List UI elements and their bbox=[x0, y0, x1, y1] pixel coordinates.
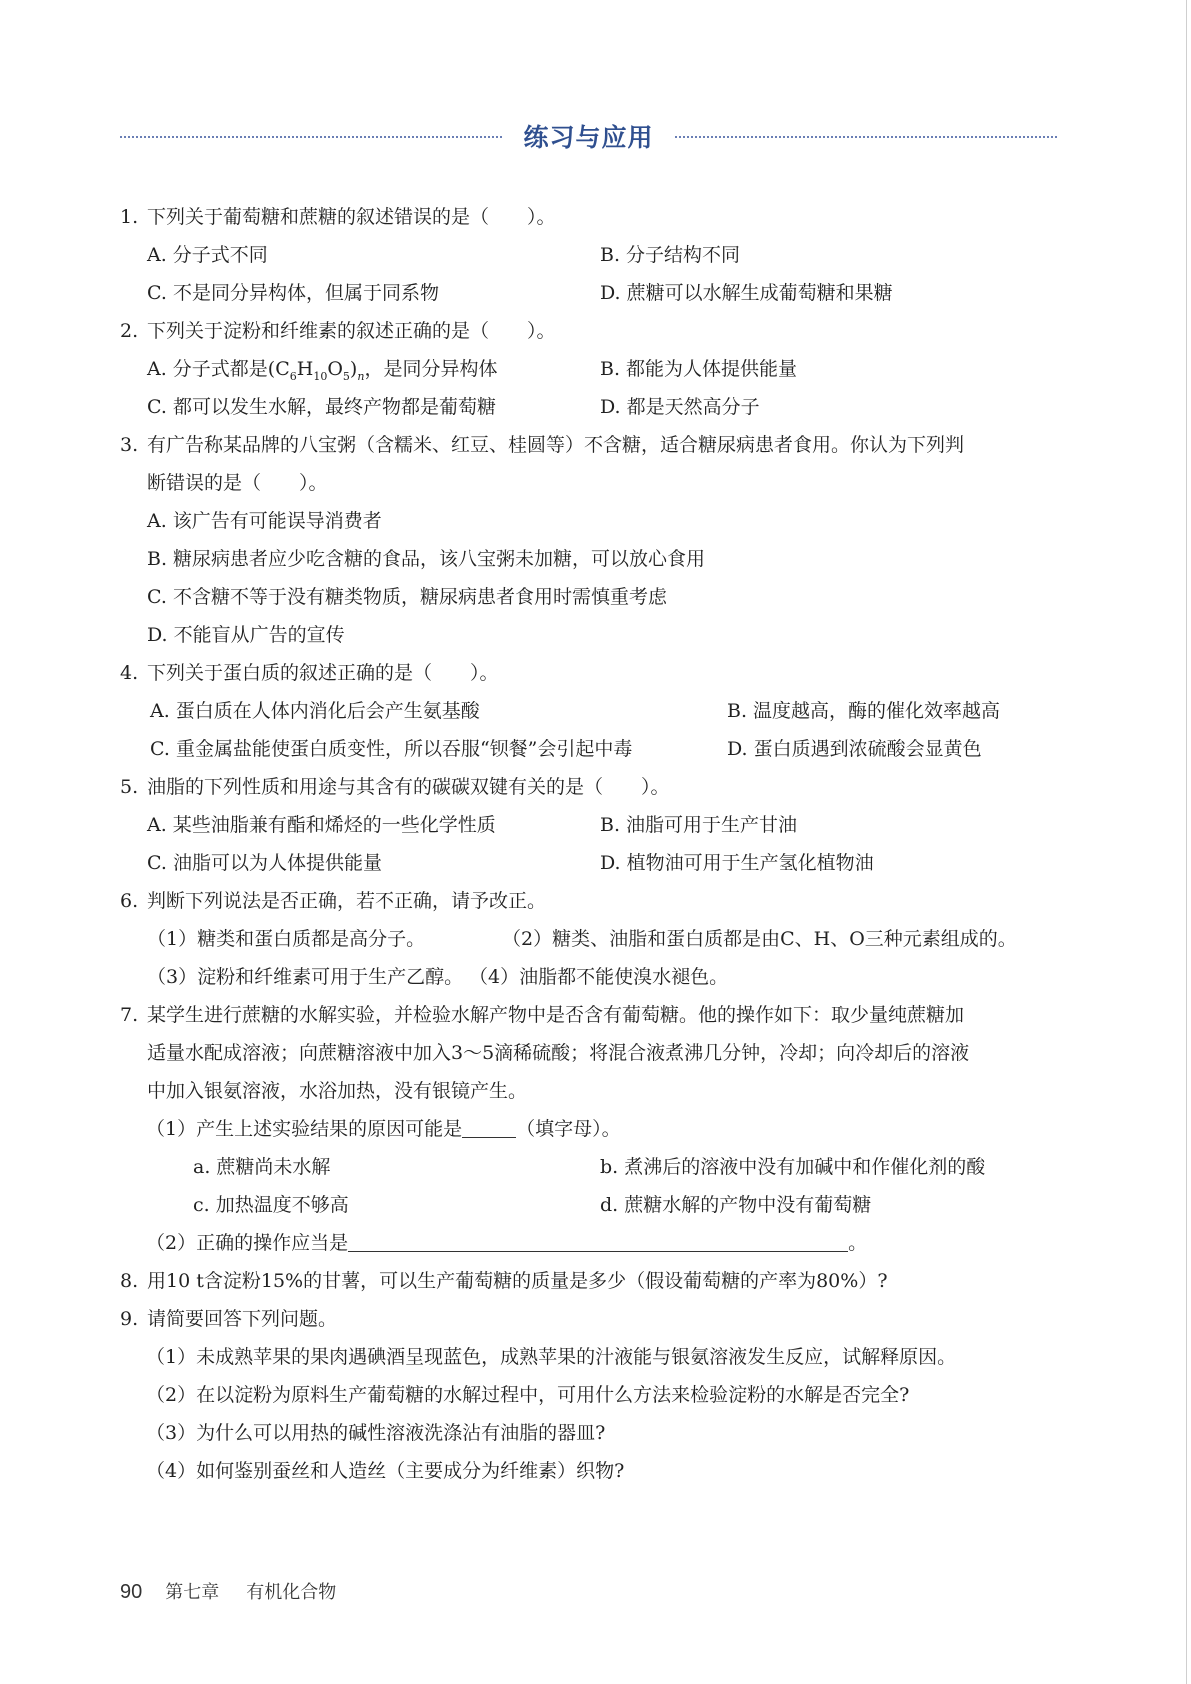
option-d: D. 植物油可用于生产氢化植物油 bbox=[600, 852, 874, 874]
question-stem: 用10 t含淀粉15%的甘薯，可以生产葡萄糖的质量是多少（假设葡萄糖的产率为80%）? bbox=[147, 1270, 888, 1292]
sub-question-1-text bbox=[146, 1110, 621, 1148]
options-row bbox=[120, 692, 1060, 730]
answer-blank[interactable] bbox=[462, 1119, 516, 1138]
choices-row bbox=[120, 1186, 1060, 1224]
chapter-title: 有机化合物 bbox=[246, 1582, 337, 1603]
question-stem-line-2: 断错误的是（ ）。 bbox=[147, 472, 328, 494]
page-edge-rule bbox=[1186, 0, 1187, 1684]
options-row bbox=[120, 730, 1060, 768]
option-d: D. 不能盲从广告的宣传 bbox=[147, 624, 345, 646]
sub-question-2-prefix: （2）正确的操作应当是 bbox=[146, 1232, 349, 1254]
answer-blank[interactable] bbox=[348, 1233, 848, 1252]
option-a bbox=[147, 350, 497, 388]
option-c: C. 不是同分异构体，但属于同系物 bbox=[147, 282, 439, 304]
option-a: A. 某些油脂兼有酯和烯烃的一些化学性质 bbox=[147, 814, 496, 836]
question-5 bbox=[120, 768, 1060, 806]
question-3-cont bbox=[120, 464, 1060, 502]
options-row bbox=[120, 844, 1060, 882]
option-c: C. 不含糖不等于没有糖类物质，糖尿病患者食用时需慎重考虑 bbox=[147, 586, 667, 608]
option-b: B. 都能为人体提供能量 bbox=[600, 358, 798, 380]
statement-2: （2）糖类、油脂和蛋白质都是由C、H、O三种元素组成的。 bbox=[502, 928, 1017, 950]
question-stem-line-2: 适量水配成溶液；向蔗糖溶液中加入3～5滴稀硫酸；将混合液煮沸几分钟，冷却；向冷却后的溶液 bbox=[147, 1042, 970, 1064]
question-8 bbox=[120, 1262, 1060, 1300]
subscript: 5 bbox=[342, 369, 350, 383]
sub-question-3: （3）为什么可以用热的碱性溶液洗涤沾有油脂的器皿? bbox=[146, 1422, 606, 1444]
option-d: D. 蛋白质遇到浓硫酸会显黄色 bbox=[727, 738, 982, 760]
question-3 bbox=[120, 426, 1060, 464]
option-b: B. 糖尿病患者应少吃含糖的食品，该八宝粥未加糖，可以放心食用 bbox=[147, 548, 706, 570]
sub-question-2-text bbox=[146, 1224, 867, 1262]
question-9 bbox=[120, 1300, 1060, 1338]
option-b: B. 温度越高，酶的催化效率越高 bbox=[727, 700, 1001, 722]
question-7 bbox=[120, 996, 1060, 1034]
question-stem: 油脂的下列性质和用途与其含有的碳碳双键有关的是（ ）。 bbox=[147, 776, 670, 798]
option-c: C. 都可以发生水解，最终产物都是葡萄糖 bbox=[147, 396, 496, 418]
section-header bbox=[120, 118, 1057, 158]
question-1 bbox=[120, 198, 1060, 236]
statements-row bbox=[120, 958, 1060, 996]
choices-row bbox=[120, 1148, 1060, 1186]
option-row bbox=[120, 616, 1060, 654]
exercise-list bbox=[120, 198, 1060, 1490]
choice-b: b. 煮沸后的溶液中没有加碱中和作催化剂的酸 bbox=[600, 1156, 986, 1178]
question-stem-line-1: 有广告称某品牌的八宝粥（含糯米、红豆、桂圆等）不含糖，适合糖尿病患者食用。你认为下列判 bbox=[147, 434, 965, 456]
option-b: B. 分子结构不同 bbox=[600, 244, 741, 266]
question-number: 8. bbox=[120, 1270, 139, 1292]
sub-question bbox=[120, 1376, 1060, 1414]
sub-question-2: （2）在以淀粉为原料生产葡萄糖的水解过程中，可用什么方法来检验淀粉的水解是否完全? bbox=[146, 1384, 910, 1406]
subscript: 10 bbox=[313, 369, 328, 383]
question-stem: 请简要回答下列问题。 bbox=[147, 1308, 338, 1330]
option-a-prefix: A. 分子式都是(C bbox=[147, 358, 290, 380]
sub-question-1-suffix: （填字母）。 bbox=[516, 1118, 621, 1140]
statements-row bbox=[120, 920, 1060, 958]
question-7-cont bbox=[120, 1034, 1060, 1072]
question-4 bbox=[120, 654, 1060, 692]
sub-question-1 bbox=[120, 1110, 1060, 1148]
question-7-cont bbox=[120, 1072, 1060, 1110]
option-a-suffix: ，是同分异构体 bbox=[364, 358, 498, 380]
options-row bbox=[120, 274, 1060, 312]
option-c: C. 重金属盐能使蛋白质变性，所以吞服“钡餐”会引起中毒 bbox=[150, 738, 633, 760]
statement-4: （4）油脂都不能使溴水褪色。 bbox=[469, 966, 729, 988]
options-row bbox=[120, 350, 1060, 388]
option-row bbox=[120, 502, 1060, 540]
sub-question bbox=[120, 1452, 1060, 1490]
options-row bbox=[120, 236, 1060, 274]
option-c: C. 油脂可以为人体提供能量 bbox=[147, 852, 382, 874]
formula-part: ) bbox=[349, 358, 358, 380]
option-row bbox=[120, 540, 1060, 578]
formula-part: O bbox=[327, 358, 343, 380]
subscript-n: n bbox=[357, 369, 365, 383]
choice-c: c. 加热温度不够高 bbox=[193, 1194, 349, 1216]
statement-3: （3）淀粉和纤维素可用于生产乙醇。 bbox=[147, 966, 464, 988]
question-stem: 下列关于葡萄糖和蔗糖的叙述错误的是（ ）。 bbox=[147, 206, 556, 228]
dotted-rule-right bbox=[675, 136, 1057, 138]
question-number: 3. bbox=[120, 434, 139, 456]
choice-d: d. 蔗糖水解的产物中没有葡萄糖 bbox=[600, 1194, 872, 1216]
question-number: 6. bbox=[120, 890, 139, 912]
question-stem: 下列关于淀粉和纤维素的叙述正确的是（ ）。 bbox=[147, 320, 556, 342]
option-a: A. 蛋白质在人体内消化后会产生氨基酸 bbox=[150, 700, 480, 722]
options-row bbox=[120, 388, 1060, 426]
sub-question-2 bbox=[120, 1224, 1060, 1262]
option-a: A. 分子式不同 bbox=[147, 244, 268, 266]
formula-part: H bbox=[296, 358, 314, 380]
page-number: 90 bbox=[120, 1581, 143, 1603]
page-footer bbox=[120, 1578, 336, 1604]
question-number: 7. bbox=[120, 1004, 139, 1026]
options-row bbox=[120, 806, 1060, 844]
question-number: 2. bbox=[120, 320, 139, 342]
sub-question-2-suffix: 。 bbox=[848, 1232, 868, 1254]
sub-question-4: （4）如何鉴别蚕丝和人造丝（主要成分为纤维素）织物? bbox=[146, 1460, 625, 1482]
question-number: 5. bbox=[120, 776, 139, 798]
question-number: 4. bbox=[120, 662, 139, 684]
option-row bbox=[120, 578, 1060, 616]
question-number: 9. bbox=[120, 1308, 139, 1330]
sub-question bbox=[120, 1414, 1060, 1452]
chapter-label: 第七章 bbox=[165, 1582, 220, 1603]
choice-a: a. 蔗糖尚未水解 bbox=[193, 1156, 331, 1178]
option-d: D. 蔗糖可以水解生成葡萄糖和果糖 bbox=[600, 282, 893, 304]
question-stem: 判断下列说法是否正确，若不正确，请予改正。 bbox=[147, 890, 547, 912]
question-2 bbox=[120, 312, 1060, 350]
option-a: A. 该广告有可能误导消费者 bbox=[147, 510, 382, 532]
statement-1: （1）糖类和蛋白质都是高分子。 bbox=[147, 928, 426, 950]
sub-question bbox=[120, 1338, 1060, 1376]
option-d: D. 都是天然高分子 bbox=[600, 396, 760, 418]
option-b: B. 油脂可用于生产甘油 bbox=[600, 814, 798, 836]
sub-question-1: （1）未成熟苹果的果肉遇碘酒呈现蓝色，成熟苹果的汁液能与银氨溶液发生反应，试解释原因。 bbox=[146, 1346, 957, 1368]
question-stem: 下列关于蛋白质的叙述正确的是（ ）。 bbox=[147, 662, 499, 684]
question-6 bbox=[120, 882, 1060, 920]
question-stem-line-1: 某学生进行蔗糖的水解实验，并检验水解产物中是否含有葡萄糖。他的操作如下：取少量纯蔗糖加 bbox=[147, 1004, 965, 1026]
subscript: 6 bbox=[289, 369, 297, 383]
dotted-rule-left bbox=[120, 136, 502, 138]
section-title: 练习与应用 bbox=[523, 123, 654, 152]
question-number: 1. bbox=[120, 206, 139, 228]
sub-question-1-prefix: （1）产生上述实验结果的原因可能是 bbox=[146, 1118, 463, 1140]
question-stem-line-3: 中加入银氨溶液，水浴加热，没有银镜产生。 bbox=[147, 1080, 528, 1102]
